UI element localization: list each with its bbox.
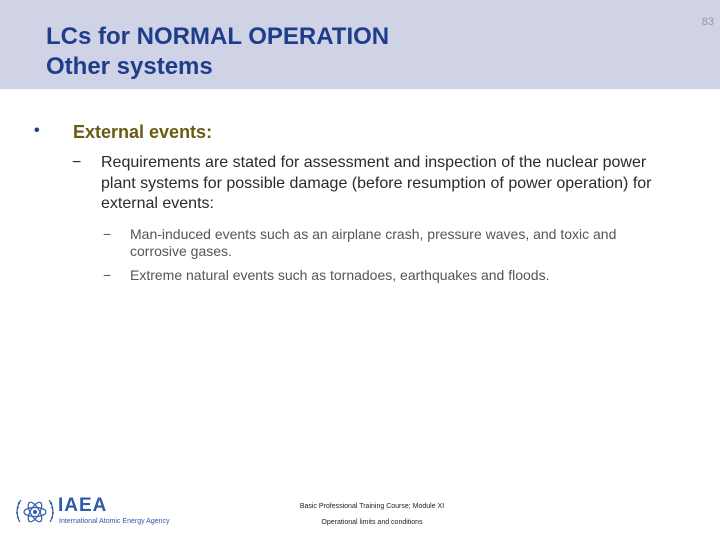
slide-title-line2: Other systems xyxy=(46,53,213,80)
bullet-level3-item xyxy=(103,267,673,284)
slide-title xyxy=(46,22,389,82)
page-number: 83 xyxy=(701,16,714,28)
slide-title-line1: LCs for NORMAL OPERATION xyxy=(46,23,390,50)
footer-course: Basic Professional Training Course; Module XI xyxy=(299,503,445,510)
footer-topic: Operational limits and conditions xyxy=(321,519,423,526)
bullet-level3-text: Man-induced events such as an airplane crash, pressure waves, and toxic and corrosive gases. xyxy=(130,226,617,259)
iaea-emblem-icon xyxy=(14,492,56,532)
bullet-icon: • xyxy=(34,122,40,139)
bullet-level1-text: External events: xyxy=(73,122,213,142)
bullet-level2 xyxy=(72,153,672,215)
iaea-logo xyxy=(14,492,174,532)
bullet-level3-item xyxy=(103,226,673,260)
dash-icon: − xyxy=(103,267,112,283)
logo-name: IAEA xyxy=(58,495,108,516)
dash-icon: − xyxy=(103,226,112,242)
bullet-level3-text: Extreme natural events such as tornadoes, earthquakes and floods. xyxy=(130,267,550,283)
logo-subtitle: International Atomic Energy Agency xyxy=(59,518,170,525)
bullet-level2-text: Requirements are stated for assessment and inspection of the nuclear power plant systems for possible damage (before resumption of power operation) for external events: xyxy=(101,154,652,212)
dash-icon: − xyxy=(72,154,82,171)
